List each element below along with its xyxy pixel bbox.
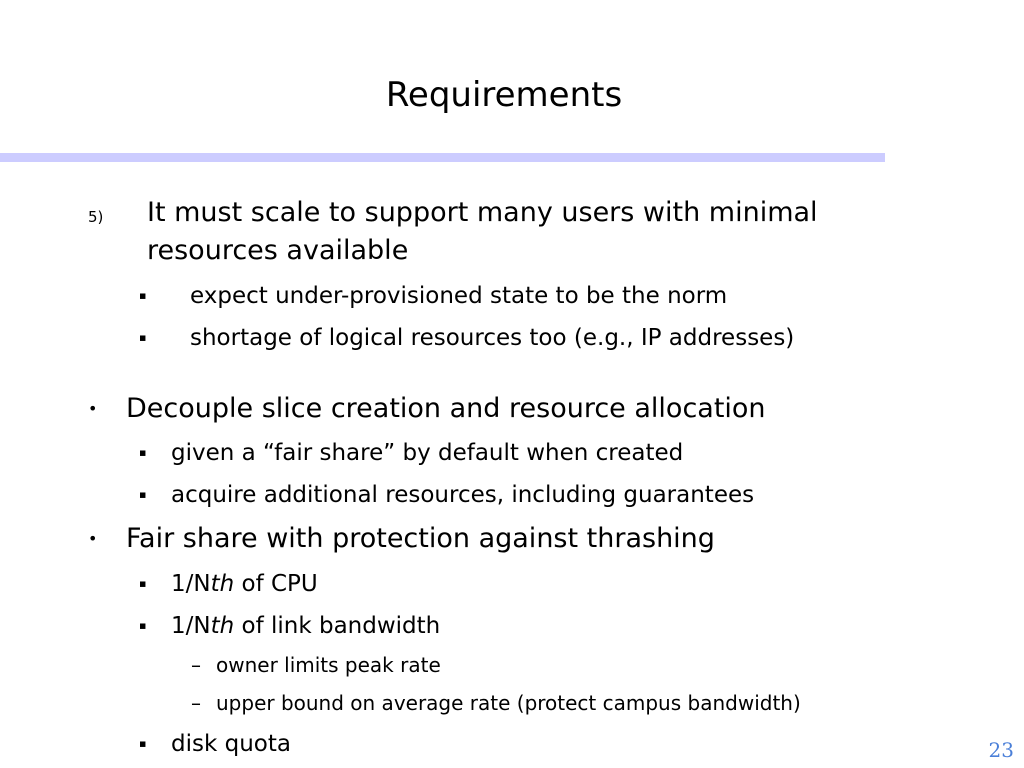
square-bullet-icon: ▪: [139, 331, 147, 344]
numbered-item-line-2: resources available: [147, 235, 409, 266]
bullet-2-text: Fair share with protection against thrashing: [126, 523, 715, 554]
bullet-icon: •: [88, 399, 98, 418]
square-bullet-icon: ▪: [139, 289, 147, 302]
square-bullet-icon: ▪: [139, 446, 147, 459]
page-number: 23: [988, 738, 1014, 762]
bullet-1-subitem-1: given a “fair share” by default when created: [171, 440, 684, 466]
numbered-item-line-1: It must scale to support many users with minimal: [147, 197, 818, 228]
dash-bullet-icon: –: [191, 691, 201, 715]
square-bullet-icon: ▪: [139, 619, 147, 632]
bullet-icon: •: [88, 529, 98, 548]
bandwidth-detail-2: upper bound on average rate (protect campus bandwidth): [216, 691, 801, 715]
bullet-1-subitem-2: acquire additional resources, including guarantees: [171, 482, 755, 508]
square-bullet-icon: ▪: [139, 737, 147, 750]
bandwidth-detail-1: owner limits peak rate: [216, 653, 441, 677]
numbered-subitem-2: shortage of logical resources too (e.g., IP addresses): [190, 325, 795, 351]
dash-bullet-icon: –: [191, 653, 201, 677]
square-bullet-icon: ▪: [139, 577, 147, 590]
numbered-subitem-1: expect under-provisioned state to be the norm: [190, 283, 728, 309]
title-divider: [0, 153, 885, 162]
bullet-2-subitem-bandwidth: 1/Nth of link bandwidth: [171, 613, 441, 639]
numbered-marker: 5): [88, 208, 104, 226]
bullet-2-subitem-disk: disk quota: [171, 731, 291, 757]
bullet-1-text: Decouple slice creation and resource allocation: [126, 393, 766, 424]
slide-title: Requirements: [385, 75, 623, 115]
bullet-2-subitem-cpu: 1/Nth of CPU: [171, 571, 318, 597]
square-bullet-icon: ▪: [139, 488, 147, 501]
